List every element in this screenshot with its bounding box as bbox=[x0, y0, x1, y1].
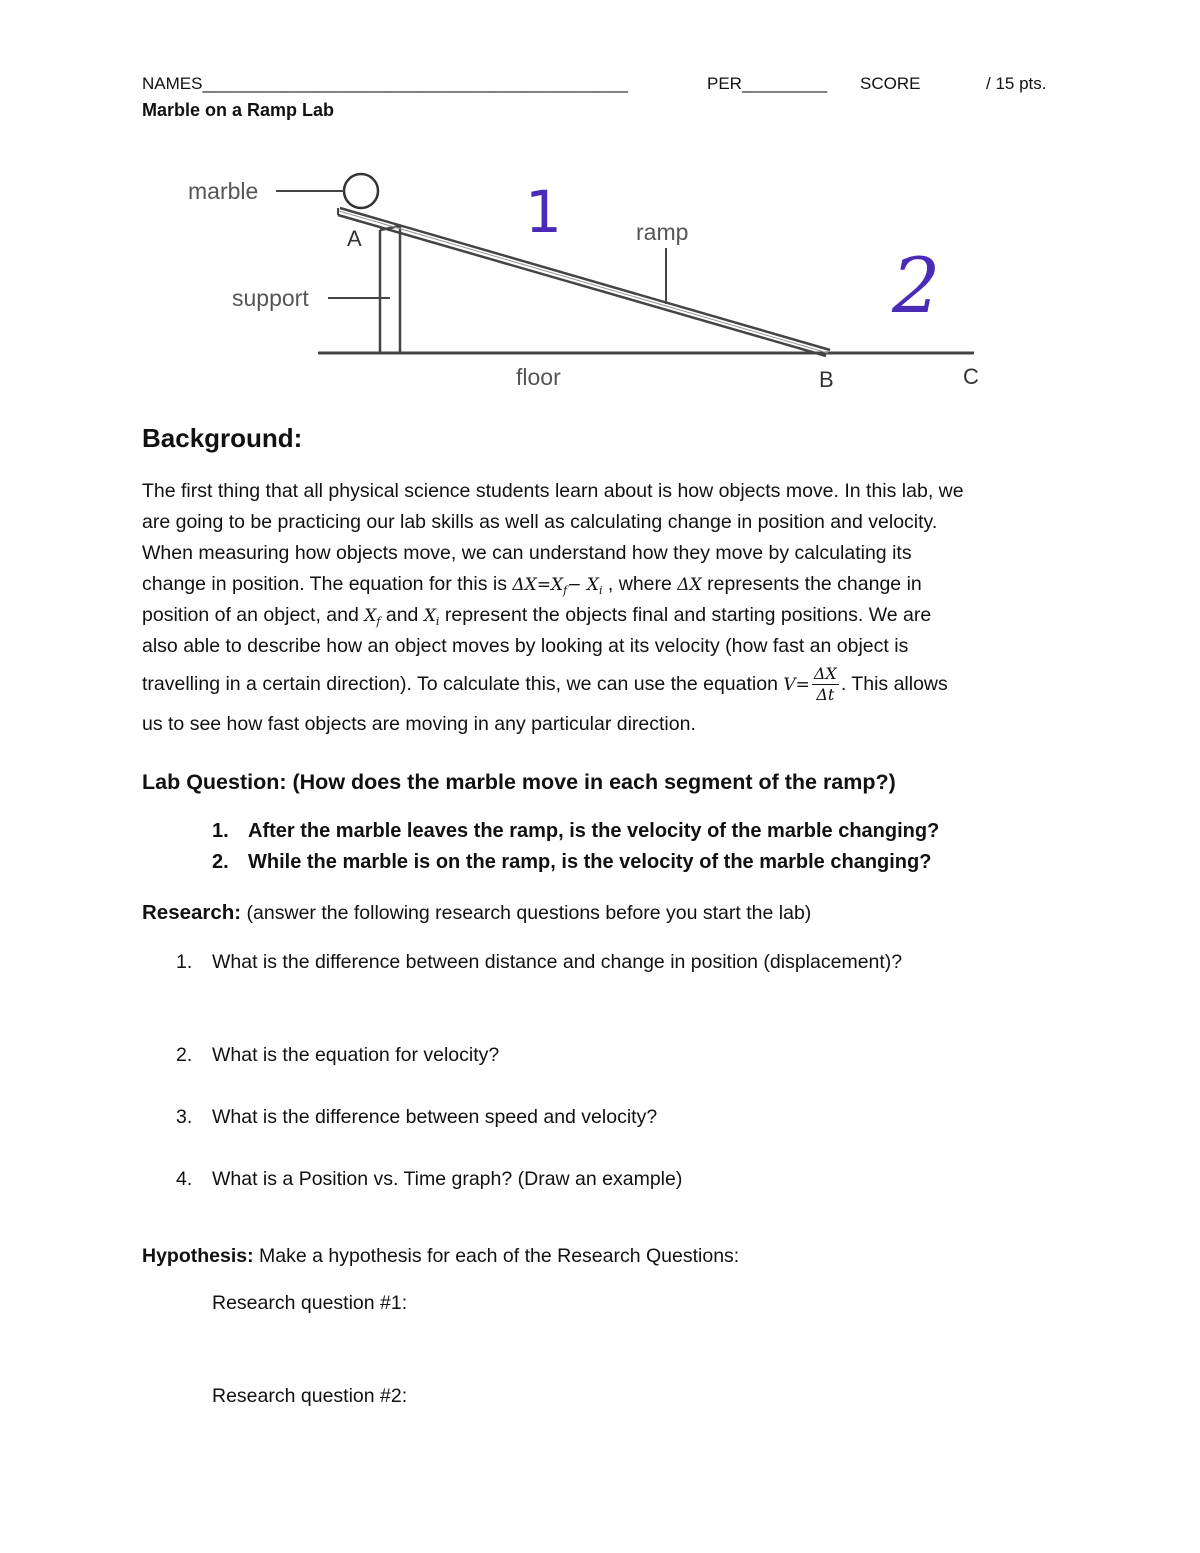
velocity-symbol: V= bbox=[783, 675, 810, 695]
eq-part: ΔX=X bbox=[512, 575, 564, 595]
lab-question-item bbox=[212, 820, 939, 843]
research-question-2-prompt: Research question #2: bbox=[212, 1385, 408, 1407]
item-text: What is a Position vs. Time graph? (Draw an example) bbox=[212, 1168, 683, 1190]
research-question bbox=[176, 1168, 682, 1191]
xf-symbol bbox=[364, 606, 380, 626]
research-note: (answer the following research questions before you start the lab) bbox=[241, 902, 812, 924]
background-line-8: us to see how fast objects are moving in any particular direction. bbox=[142, 713, 696, 735]
item-text: What is the difference between speed and velocity? bbox=[212, 1106, 658, 1128]
research-label: Research: bbox=[142, 901, 242, 924]
marble-circle bbox=[344, 174, 378, 208]
fraction-numerator: ΔX bbox=[813, 664, 837, 684]
background-line-7 bbox=[142, 662, 1062, 707]
lab-question-heading: Lab Question: (How does the marble move in each segment of the ramp?) bbox=[142, 770, 896, 794]
displacement-equation bbox=[512, 575, 602, 595]
background-line-3: When measuring how objects move, we can understand how they move by calculating its bbox=[142, 542, 912, 564]
background-line-5 bbox=[142, 600, 1062, 631]
hypothesis-label: Hypothesis: bbox=[142, 1245, 254, 1267]
hypothesis-text: Make a hypothesis for each of the Research Questions: bbox=[253, 1245, 740, 1267]
eq-part: X bbox=[364, 606, 377, 626]
support-label: support bbox=[232, 285, 309, 311]
point-b-label: B bbox=[819, 367, 834, 392]
ramp-diagram bbox=[170, 160, 1010, 420]
text-segment: represent the objects final and starting positions. We are bbox=[439, 604, 932, 626]
segment-1-label: 1 bbox=[525, 178, 562, 246]
research-question bbox=[176, 1106, 657, 1129]
eq-part: X bbox=[423, 606, 436, 626]
point-a-label: A bbox=[347, 226, 362, 251]
ramp-line-top bbox=[340, 208, 830, 350]
item-number: 1. bbox=[212, 820, 229, 842]
header-line bbox=[142, 74, 1062, 98]
item-number: 4. bbox=[176, 1168, 193, 1190]
marble-label: marble bbox=[188, 178, 259, 204]
eq-part: − X bbox=[567, 575, 599, 595]
period-field[interactable]: PER_________ bbox=[707, 74, 828, 93]
research-question bbox=[176, 1044, 499, 1067]
eq-subscript: f bbox=[376, 615, 381, 628]
score-label: SCORE bbox=[860, 74, 921, 93]
ramp-label: ramp bbox=[636, 219, 689, 245]
background-line-1: The first thing that all physical science students learn about is how objects move. In this lab, we bbox=[142, 480, 964, 502]
background-line-6: also able to describe how an object moves by looking at its velocity (how fast an object is bbox=[142, 635, 909, 657]
hypothesis-heading bbox=[142, 1245, 739, 1268]
research-question-1-prompt: Research question #1: bbox=[212, 1292, 408, 1314]
background-paragraph bbox=[142, 476, 1062, 740]
text-segment: change in position. The equation for this is bbox=[142, 573, 513, 595]
eq-subscript: f bbox=[563, 584, 568, 597]
segment-2-label: 2 bbox=[892, 241, 941, 330]
text-segment: . This allows bbox=[840, 673, 948, 695]
item-text: After the marble leaves the ramp, is the velocity of the marble changing? bbox=[248, 820, 940, 842]
research-heading bbox=[142, 901, 811, 925]
velocity-fraction bbox=[812, 664, 839, 705]
text-segment: travelling in a certain direction). To calculate this, we can use the equation bbox=[142, 673, 784, 695]
item-number: 2. bbox=[176, 1044, 193, 1066]
background-line-4 bbox=[142, 569, 1062, 600]
xi-symbol bbox=[424, 606, 440, 626]
item-text: What is the equation for velocity? bbox=[212, 1044, 500, 1066]
lab-question-item bbox=[212, 851, 931, 874]
names-field[interactable]: NAMES_____________________________________________ bbox=[142, 74, 628, 93]
item-text: What is the difference between distance and change in position (displacement)? bbox=[212, 951, 903, 973]
floor-label: floor bbox=[516, 364, 561, 390]
delta-x-symbol: ΔX bbox=[677, 575, 702, 595]
background-heading: Background: bbox=[142, 423, 303, 453]
text-segment: and bbox=[380, 604, 424, 626]
item-number: 1. bbox=[176, 951, 193, 973]
text-segment: position of an object, and bbox=[142, 604, 365, 626]
eq-subscript: i bbox=[435, 615, 440, 628]
background-line-2: are going to be practicing our lab skills as well as calculating change in position and velocity. bbox=[142, 511, 938, 533]
ramp-line-mid bbox=[339, 211, 828, 353]
points-label: / 15 pts. bbox=[986, 74, 1047, 93]
text-segment: , where bbox=[602, 573, 678, 595]
point-c-label: C bbox=[963, 364, 979, 389]
text-segment: represents the change in bbox=[701, 573, 922, 595]
item-text: While the marble is on the ramp, is the velocity of the marble changing? bbox=[248, 851, 932, 873]
ramp-line-bottom bbox=[338, 215, 826, 356]
fraction-denominator: Δt bbox=[816, 685, 835, 705]
research-question bbox=[176, 951, 902, 974]
item-number: 3. bbox=[176, 1106, 193, 1128]
eq-subscript: i bbox=[598, 584, 603, 597]
document-title: Marble on a Ramp Lab bbox=[142, 100, 335, 120]
item-number: 2. bbox=[212, 851, 229, 873]
